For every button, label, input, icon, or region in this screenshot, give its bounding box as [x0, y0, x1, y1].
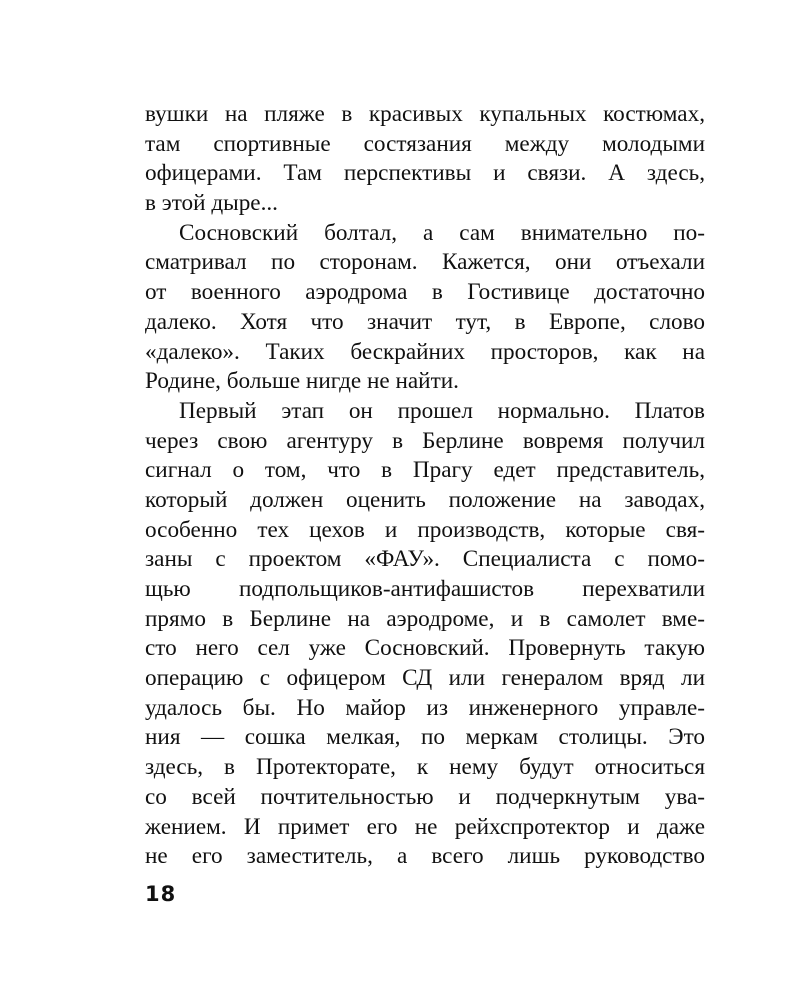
- text-line: прямо в Берлине на аэродроме, и в самолет вме-: [145, 605, 705, 632]
- text-line: от военного аэродрома в Гостивице достаточно: [145, 279, 705, 306]
- text-line: офицерами. Там перспективы и связи. А здесь,: [145, 160, 705, 187]
- text-line: со всей почтительностью и подчеркнутым ува-: [145, 783, 705, 810]
- text-line: Родине, больше нигде не найти.: [145, 368, 459, 395]
- text-line: «далеко». Таких бескрайних просторов, как на: [145, 338, 705, 365]
- text-line: сто него сел уже Сосновский. Провернуть такую: [145, 635, 705, 662]
- page-body-text: [145, 100, 705, 872]
- text-line: Сосновский болтал, а сам внимательно по-: [179, 219, 705, 246]
- page-number: 18: [145, 882, 177, 906]
- text-line: вушки на пляже в красивых купальных костюмах,: [145, 101, 705, 127]
- text-line: сигнал о том, что в Прагу едет представитель,: [145, 457, 705, 484]
- text-line: который должен оценить положение на заводах,: [145, 486, 705, 513]
- text-line: далеко. Хотя что значит тут, в Европе, слово: [145, 308, 705, 335]
- text-line: особенно тех цехов и производств, которые свя-: [145, 516, 705, 543]
- text-line: не его заместитель, а всего лишь руководство: [145, 843, 705, 870]
- text-line: в этой дыре...: [145, 190, 278, 217]
- text-line: операцию с офицером СД или генералом вряд ли: [145, 665, 705, 692]
- text-line: Первый этап он прошел нормально. Платов: [179, 397, 705, 424]
- text-line: ния — сошка мелкая, по меркам столицы. Это: [145, 724, 705, 751]
- text-line: через свою агентуру в Берлине вовремя получил: [145, 427, 705, 454]
- text-line: сматривал по сторонам. Кажется, они отъехали: [145, 249, 705, 276]
- text-line: заны с проектом «ФАУ». Специалиста с помо-: [145, 546, 705, 573]
- text-line: там спортивные состязания между молодыми: [145, 130, 705, 157]
- text-line: щью подпольщиков-антифашистов перехватили: [145, 576, 705, 602]
- text-line: жением. И примет его не рейхспротектор и даже: [145, 813, 705, 840]
- text-line: удалось бы. Но майор из инженерного управле-: [145, 694, 705, 721]
- text-line: здесь, в Протекторате, к нему будут относиться: [145, 754, 705, 781]
